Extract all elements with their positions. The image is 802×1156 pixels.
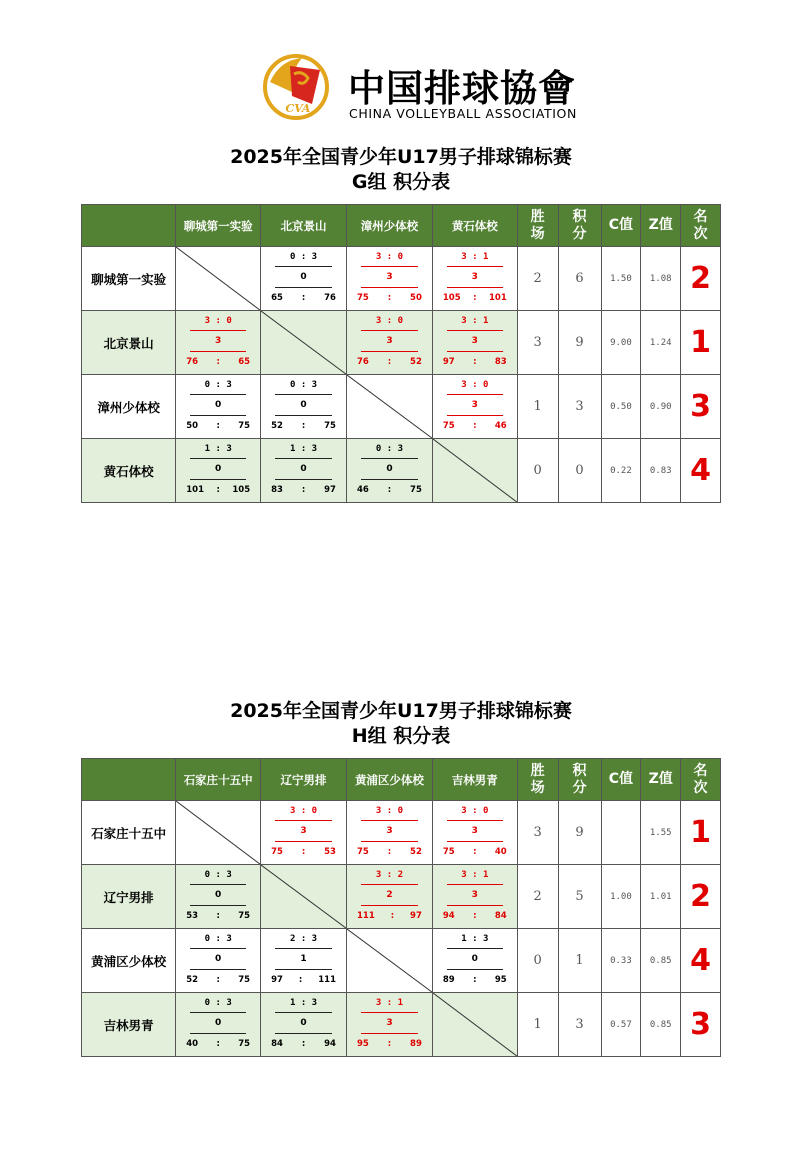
points-for: 76 bbox=[357, 357, 369, 367]
points-for: 75 bbox=[357, 847, 369, 857]
set-score: 3 : 0 bbox=[461, 380, 489, 390]
self-match-diagonal bbox=[432, 439, 517, 503]
match-points: 0 bbox=[215, 464, 222, 474]
points-sep: : bbox=[301, 293, 306, 303]
column-header-team: 石家庄十五中 bbox=[176, 759, 261, 801]
match-points: 2 bbox=[386, 890, 393, 900]
points-for: 75 bbox=[442, 421, 455, 431]
cva-logo bbox=[262, 52, 577, 124]
points-against: 89 bbox=[410, 1039, 422, 1049]
column-header-stat: 胜 场 bbox=[517, 759, 558, 801]
column-header-team: 漳州少体校 bbox=[347, 205, 433, 247]
self-match-diagonal bbox=[176, 801, 261, 865]
row-team-name: 聊城第一实验 bbox=[82, 247, 176, 311]
points-against: 75 bbox=[238, 975, 251, 985]
set-score: 0 : 3 bbox=[204, 870, 232, 880]
match-result-cell bbox=[347, 311, 433, 375]
points-sep: : bbox=[473, 847, 477, 857]
set-score: 0 : 3 bbox=[204, 998, 232, 1008]
z-value: 1.55 bbox=[641, 801, 681, 865]
set-score: 0 : 3 bbox=[204, 934, 232, 944]
points-sep: : bbox=[387, 293, 392, 303]
points-sep: : bbox=[473, 357, 477, 367]
row-team-name: 辽宁男排 bbox=[82, 865, 176, 929]
volleyball-logo-icon bbox=[262, 52, 332, 122]
points-against: 46 bbox=[494, 421, 507, 431]
rank-value: 3 bbox=[681, 993, 721, 1057]
self-match-diagonal bbox=[347, 375, 433, 439]
points-sep: : bbox=[216, 485, 220, 495]
standings-table-g bbox=[81, 204, 721, 503]
match-result-cell bbox=[261, 801, 347, 865]
self-match-diagonal bbox=[347, 929, 433, 993]
table-row bbox=[82, 439, 721, 503]
wins-value: 2 bbox=[517, 247, 558, 311]
points-for: 50 bbox=[186, 421, 199, 431]
c-value: 0.50 bbox=[601, 375, 641, 439]
match-points: 3 bbox=[471, 272, 478, 282]
self-match-diagonal bbox=[261, 865, 347, 929]
points-against: 97 bbox=[324, 485, 336, 495]
points-sep: : bbox=[473, 911, 477, 921]
points-sep: : bbox=[301, 485, 306, 495]
set-score: 3 : 0 bbox=[375, 316, 403, 326]
match-points: 0 bbox=[215, 1018, 222, 1028]
points-value: 6 bbox=[558, 247, 601, 311]
points-value: 3 bbox=[558, 993, 601, 1057]
rank-value: 1 bbox=[681, 311, 721, 375]
points-value: 9 bbox=[558, 311, 601, 375]
points-against: 52 bbox=[410, 847, 422, 857]
points-value: 1 bbox=[558, 929, 601, 993]
row-team-name: 黄石体校 bbox=[82, 439, 176, 503]
row-team-name: 黄浦区少体校 bbox=[82, 929, 176, 993]
set-score: 0 : 3 bbox=[290, 252, 318, 262]
logo-english-text: CHINA VOLLEYBALL ASSOCIATION bbox=[349, 106, 577, 121]
self-match-diagonal bbox=[261, 311, 347, 375]
set-score: 0 : 3 bbox=[204, 380, 232, 390]
standings-table-h bbox=[81, 758, 721, 1057]
points-against: 40 bbox=[494, 847, 507, 857]
self-match-diagonal bbox=[432, 993, 517, 1057]
match-points: 0 bbox=[386, 464, 393, 474]
set-score: 3 : 1 bbox=[375, 998, 403, 1008]
points-sep: : bbox=[216, 421, 220, 431]
self-match-diagonal bbox=[176, 247, 261, 311]
set-score: 3 : 0 bbox=[290, 806, 318, 816]
points-sep: : bbox=[216, 911, 220, 921]
wins-value: 1 bbox=[517, 993, 558, 1057]
points-against: 76 bbox=[324, 293, 336, 303]
points-against: 97 bbox=[410, 911, 422, 921]
points-for: 83 bbox=[271, 485, 283, 495]
match-result-cell bbox=[261, 375, 347, 439]
column-header-team: 黄石体校 bbox=[432, 205, 517, 247]
set-score: 3 : 1 bbox=[461, 316, 489, 326]
header-corner bbox=[82, 759, 176, 801]
points-sep: : bbox=[301, 1039, 306, 1049]
c-value: 0.57 bbox=[601, 993, 641, 1057]
points-against: 94 bbox=[324, 1039, 336, 1049]
set-score: 0 : 3 bbox=[375, 444, 403, 454]
row-team-name: 石家庄十五中 bbox=[82, 801, 176, 865]
match-result-cell bbox=[432, 929, 517, 993]
points-sep: : bbox=[390, 911, 395, 921]
table-row bbox=[82, 375, 721, 439]
z-value: 0.83 bbox=[641, 439, 681, 503]
points-for: 101 bbox=[186, 485, 205, 495]
logo-chinese-text: 中国排球協會 bbox=[348, 66, 576, 110]
points-for: 75 bbox=[357, 293, 369, 303]
column-header-team: 辽宁男排 bbox=[261, 759, 347, 801]
match-points: 3 bbox=[386, 826, 393, 836]
c-value bbox=[601, 801, 641, 865]
points-sep: : bbox=[473, 975, 477, 985]
points-against: 84 bbox=[494, 911, 507, 921]
match-points: 0 bbox=[215, 890, 222, 900]
row-team-name: 吉林男青 bbox=[82, 993, 176, 1057]
z-value: 0.85 bbox=[641, 929, 681, 993]
column-header-stat: 名 次 bbox=[681, 205, 721, 247]
match-points: 0 bbox=[215, 400, 222, 410]
c-value: 9.00 bbox=[601, 311, 641, 375]
set-score: 3 : 0 bbox=[375, 806, 403, 816]
points-for: 95 bbox=[357, 1039, 369, 1049]
set-score: 3 : 2 bbox=[375, 870, 403, 880]
match-result-cell bbox=[347, 993, 433, 1057]
points-for: 84 bbox=[271, 1039, 283, 1049]
points-sep: : bbox=[216, 357, 220, 367]
column-header-team: 聊城第一实验 bbox=[176, 205, 261, 247]
points-value: 9 bbox=[558, 801, 601, 865]
points-sep: : bbox=[216, 975, 220, 985]
match-points: 3 bbox=[215, 336, 222, 346]
match-points: 3 bbox=[386, 272, 393, 282]
column-header-stat: 积 分 bbox=[558, 759, 601, 801]
points-against: 75 bbox=[324, 421, 336, 431]
match-result-cell bbox=[432, 375, 517, 439]
match-result-cell bbox=[432, 311, 517, 375]
points-sep: : bbox=[301, 847, 306, 857]
match-points: 3 bbox=[471, 890, 478, 900]
set-score: 3 : 0 bbox=[375, 252, 403, 262]
c-value: 0.33 bbox=[601, 929, 641, 993]
table-row bbox=[82, 247, 721, 311]
match-result-cell bbox=[347, 801, 433, 865]
points-against: 75 bbox=[238, 1039, 251, 1049]
match-result-cell bbox=[347, 865, 433, 929]
rank-value: 4 bbox=[681, 929, 721, 993]
set-score: 2 : 3 bbox=[290, 934, 318, 944]
match-points: 0 bbox=[471, 954, 478, 964]
column-header-stat: Z值 bbox=[641, 759, 681, 801]
column-header-team: 黄浦区少体校 bbox=[347, 759, 433, 801]
set-score: 3 : 1 bbox=[461, 870, 489, 880]
points-against: 75 bbox=[410, 485, 422, 495]
match-result-cell bbox=[176, 311, 261, 375]
wins-value: 3 bbox=[517, 801, 558, 865]
set-score: 1 : 3 bbox=[290, 444, 318, 454]
column-header-team: 北京景山 bbox=[261, 205, 347, 247]
z-value: 1.24 bbox=[641, 311, 681, 375]
rank-value: 2 bbox=[681, 247, 721, 311]
set-score: 1 : 3 bbox=[204, 444, 232, 454]
match-points: 3 bbox=[386, 1018, 393, 1028]
z-value: 0.85 bbox=[641, 993, 681, 1057]
match-points: 3 bbox=[300, 826, 307, 836]
points-sep: : bbox=[387, 485, 392, 495]
points-against: 101 bbox=[488, 293, 507, 303]
c-value: 0.22 bbox=[601, 439, 641, 503]
z-value: 1.08 bbox=[641, 247, 681, 311]
match-points: 0 bbox=[300, 400, 307, 410]
table-row bbox=[82, 929, 721, 993]
points-for: 89 bbox=[442, 975, 455, 985]
match-result-cell bbox=[261, 439, 347, 503]
points-against: 75 bbox=[238, 911, 251, 921]
set-score: 3 : 0 bbox=[204, 316, 232, 326]
set-score: 3 : 0 bbox=[461, 806, 489, 816]
group-subtitle: H组 积分表 bbox=[351, 725, 451, 747]
row-team-name: 漳州少体校 bbox=[82, 375, 176, 439]
points-sep: : bbox=[387, 847, 392, 857]
group-subtitle: G组 积分表 bbox=[351, 171, 451, 193]
points-sep: : bbox=[387, 1039, 392, 1049]
match-result-cell bbox=[176, 375, 261, 439]
match-result-cell bbox=[432, 865, 517, 929]
c-value: 1.50 bbox=[601, 247, 641, 311]
points-against: 52 bbox=[410, 357, 422, 367]
set-score: 3 : 1 bbox=[461, 252, 489, 262]
points-value: 0 bbox=[558, 439, 601, 503]
match-result-cell bbox=[347, 439, 433, 503]
points-for: 46 bbox=[357, 485, 369, 495]
match-result-cell bbox=[261, 993, 347, 1057]
column-header-team: 吉林男青 bbox=[432, 759, 517, 801]
points-against: 111 bbox=[318, 975, 336, 985]
points-for: 52 bbox=[271, 421, 283, 431]
set-score: 1 : 3 bbox=[461, 934, 489, 944]
wins-value: 0 bbox=[517, 929, 558, 993]
match-points: 0 bbox=[300, 272, 307, 282]
wins-value: 0 bbox=[517, 439, 558, 503]
points-for: 75 bbox=[442, 847, 455, 857]
set-score: 1 : 3 bbox=[290, 998, 318, 1008]
match-result-cell bbox=[261, 247, 347, 311]
points-sep: : bbox=[301, 421, 306, 431]
match-result-cell bbox=[176, 865, 261, 929]
header-corner bbox=[82, 205, 176, 247]
match-points: 0 bbox=[300, 1018, 307, 1028]
column-header-stat: 名 次 bbox=[681, 759, 721, 801]
match-points: 3 bbox=[471, 336, 478, 346]
wins-value: 3 bbox=[517, 311, 558, 375]
points-for: 40 bbox=[186, 1039, 199, 1049]
points-for: 105 bbox=[442, 293, 461, 303]
column-header-stat: 胜 场 bbox=[517, 205, 558, 247]
match-result-cell bbox=[176, 993, 261, 1057]
points-for: 94 bbox=[442, 911, 455, 921]
points-for: 76 bbox=[186, 357, 199, 367]
match-result-cell bbox=[347, 247, 433, 311]
match-points: 3 bbox=[471, 826, 478, 836]
points-against: 83 bbox=[494, 357, 507, 367]
points-for: 52 bbox=[186, 975, 199, 985]
set-score: 0 : 3 bbox=[290, 380, 318, 390]
points-for: 97 bbox=[271, 975, 283, 985]
rank-value: 1 bbox=[681, 801, 721, 865]
z-value: 0.90 bbox=[641, 375, 681, 439]
table-row bbox=[82, 801, 721, 865]
points-against: 105 bbox=[232, 485, 251, 495]
column-header-stat: 积 分 bbox=[558, 205, 601, 247]
points-against: 50 bbox=[410, 293, 422, 303]
points-for: 75 bbox=[271, 847, 283, 857]
match-points: 3 bbox=[471, 400, 478, 410]
points-against: 65 bbox=[238, 357, 251, 367]
points-for: 97 bbox=[442, 357, 455, 367]
points-value: 5 bbox=[558, 865, 601, 929]
match-points: 3 bbox=[386, 336, 393, 346]
wins-value: 2 bbox=[517, 865, 558, 929]
z-value: 1.01 bbox=[641, 865, 681, 929]
match-result-cell bbox=[432, 247, 517, 311]
table-row bbox=[82, 865, 721, 929]
points-sep: : bbox=[473, 293, 477, 303]
points-against: 95 bbox=[494, 975, 507, 985]
points-for: 111 bbox=[357, 911, 375, 921]
match-points: 1 bbox=[300, 954, 307, 964]
points-against: 53 bbox=[324, 847, 336, 857]
wins-value: 1 bbox=[517, 375, 558, 439]
rank-value: 2 bbox=[681, 865, 721, 929]
table-row bbox=[82, 311, 721, 375]
points-sep: : bbox=[473, 421, 477, 431]
match-result-cell bbox=[432, 801, 517, 865]
points-value: 3 bbox=[558, 375, 601, 439]
match-points: 0 bbox=[215, 954, 222, 964]
match-points: 0 bbox=[300, 464, 307, 474]
logo-mark-text: CVA bbox=[285, 102, 311, 115]
points-for: 53 bbox=[186, 911, 199, 921]
column-header-stat: C值 bbox=[601, 205, 641, 247]
group-title: 2025年全国青少年U17男子排球锦标赛 bbox=[230, 700, 572, 722]
match-result-cell bbox=[176, 929, 261, 993]
match-result-cell bbox=[176, 439, 261, 503]
match-result-cell bbox=[261, 929, 347, 993]
points-sep: : bbox=[216, 1039, 220, 1049]
c-value: 1.00 bbox=[601, 865, 641, 929]
points-for: 65 bbox=[271, 293, 283, 303]
points-sep: : bbox=[387, 357, 392, 367]
row-team-name: 北京景山 bbox=[82, 311, 176, 375]
column-header-stat: C值 bbox=[601, 759, 641, 801]
points-sep: : bbox=[298, 975, 303, 985]
table-row bbox=[82, 993, 721, 1057]
group-title: 2025年全国青少年U17男子排球锦标赛 bbox=[230, 146, 572, 168]
rank-value: 4 bbox=[681, 439, 721, 503]
rank-value: 3 bbox=[681, 375, 721, 439]
column-header-stat: Z值 bbox=[641, 205, 681, 247]
points-against: 75 bbox=[238, 421, 251, 431]
